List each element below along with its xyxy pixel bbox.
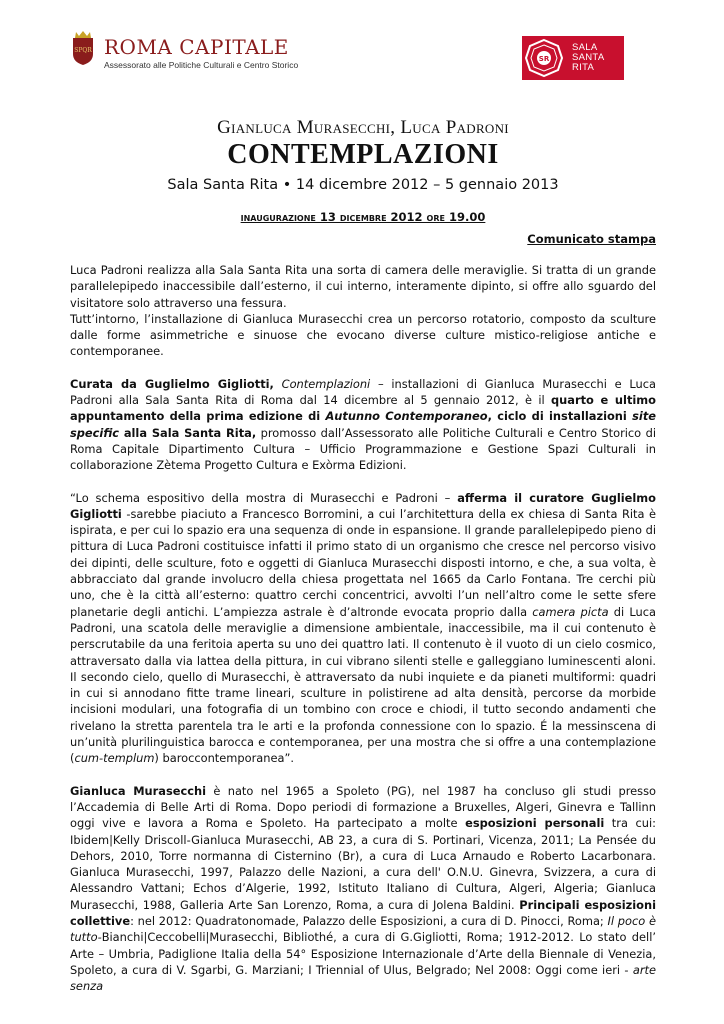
assessorato-subtitle: Assessorato alle Politiche Culturali e Centro Storico: [104, 60, 299, 70]
title-italic: Contemplazioni: [281, 376, 371, 391]
paragraph-3: [70, 376, 656, 474]
paragraph-1: Luca Padroni realizza alla Sala Santa Rita una sorta di camera delle meraviglie. Si tratta di un grande parallelepipedo inaccessibile dall’esterno, il cui interno, interamente dipinto, si offre allo sguardo del visitatore solo attraverso una fessura.: [70, 263, 656, 310]
venue: Sala Santa Rita: [167, 177, 279, 193]
p5-text-b: tra cui: Ibidem|Kelly Driscoll-Gianluca Murasecchi, AB 23, a cura di S. Portinari, Vicenza, 2011; La Pensée du Dehors, 2010, Torre normanna di Cisternino (Br), a cura di Luca Arnaudo e Roberto Lacarbonara. Gianluca Murasecchi, 1997, Palazzo delle Nazioni, a cura dell' O.N.U. Ginevra, Svizzera, a cura di Alessandro Vattani; Echos d’Algerie, 1992, Istituto Italiano di Cultura, Algeri, Algeria; Gianluca Murasecchi, 1988, Galleria Arte San Lorenzo, Roma, a cura di Jolena Baldini.: [70, 816, 656, 912]
p4-start: “Lo schema espositivo della mostra di Murasecchi e Padroni –: [70, 490, 458, 505]
p3-end: promosso dall’Assessorato alle Politiche Culturali e Centro Storico di Roma Capitale Dipartimento Cultura – Ufficio Programmazione e Gestione Spazi Culturali in collaborazione Zètema Progetto Cultura e Exòrma Edizioni.: [70, 425, 656, 473]
letterhead: [70, 30, 604, 90]
p5-text-c: : nel 2012: Quadratonomade, Palazzo delle Esposizioni, a cura di D. Pinocci, Roma;: [130, 913, 608, 928]
authors: Gianluca Murasecchi, Luca Padroni: [217, 117, 509, 138]
curator-credit: Curata da Guglielmo Gigliotti,: [70, 376, 274, 391]
paragraph-2: Tutt’intorno, l’installazione di Gianluca Murasecchi crea un percorso rotatorio, composto da sculture dalle forme asimmetriche e sinuose che evocano diverse culture mistico-religiose antiche e contemporanee.: [70, 311, 656, 359]
solo-exhibitions-label: esposizioni personali: [465, 816, 605, 831]
title-block: [70, 116, 656, 224]
arte-senza: arte senza: [70, 962, 656, 994]
paragraph-4: [70, 490, 656, 767]
p3-bold: quarto e ultimo appuntamento della prima edizione di: [70, 393, 656, 424]
p5-text-d: Bianchi|Ceccobelli|Murasecchi, Bibliothé, a cura di G.Gigliotti, Roma; 1912-2012. Lo stato dell’ Arte – Umbria, Padiglione Italia della 54° Esposizione Internazionale d’Arte della Biennale di Venezia, Spoleto, a cura di V. Sgarbi, G. Marziani; I Triennial of Ulus, Belgrado; Nel 2008: Oggi come ieri -: [70, 930, 656, 977]
bullet-separator: •: [282, 177, 296, 193]
venue-line: [70, 174, 656, 196]
roma-capitale-logo: [70, 30, 298, 70]
p3-text: – installazioni di Gianluca Murasecchi e Luca Padroni alla Sala Santa Rita di Roma dal 14 dicembre al 5 gennaio 2012, è il: [70, 376, 656, 408]
santa-logo-line1: SALA: [572, 42, 598, 53]
santa-logo-line2: SANTA: [572, 52, 605, 63]
svg-text:SPQR: SPQR: [74, 47, 92, 54]
press-release-body: [70, 262, 656, 994]
group-exhibitions-label: Principali esposizioni collettive: [70, 897, 656, 928]
comunicato-stampa-label: Comunicato stampa: [527, 232, 656, 246]
exhibition-title: CONTEMPLAZIONI: [227, 139, 499, 170]
p4-end: ) baroccontemporanea”.: [154, 751, 294, 766]
santa-logo-line3: RITA: [572, 62, 595, 73]
cum-templum: cum-templum: [74, 751, 155, 766]
p3-bold-3: alla Sala Santa Rita,: [119, 425, 257, 440]
sala-santa-rita-logo: [522, 36, 624, 80]
dates: 14 dicembre 2012 – 5 gennaio 2013: [295, 177, 559, 193]
roma-capitale-name: ROMA CAPITALE: [104, 35, 289, 59]
autunno-contemporaneo: Autunno Contemporaneo: [325, 409, 488, 424]
roma-shield-icon: [70, 30, 96, 66]
svg-text:SR: SR: [538, 55, 550, 63]
inauguration: inaugurazione 13 dicembre 2012 ore 19.00: [240, 210, 486, 224]
camera-picta: camera picta: [532, 604, 609, 619]
site-specific: site specific: [70, 409, 656, 440]
p4-text-b: di Luca Padroni, una scatola delle meraviglie a dimensione ambientale, inaccessibile, ma il cui contenuto è perscrutabile da una feritoia aperta su uno dei quattro lati. Il contenuto è il vuoto di un cielo cosmico, attraversato dalla via lattea della pittura, in cui vibrano silenti stelle e galleggiano luminescenti aloni. Il secondo cielo, quello di Murasecchi, è attraversato da nubi inquiete e da pianeti multiformi: quadri in cui si annodano fitte trame lineari, sculture in polistirene ad alta densità, percorse da morbide incisioni modulari, una fotografia di un tombino con croce e chiodi, il tutto secondo andamenti che rivelano la stretta parentela tra le arti e la profonda connessione con lo spazio. É la messinscena di un’unità plurilinguistica barocca e contemporanea, per una mostra che si offre a una contemplazione (: [70, 604, 657, 766]
paragraph-5: [70, 783, 656, 995]
santa-rita-emblem-icon: [522, 36, 566, 80]
il-poco-e-tutto: Il poco è tutto-: [70, 913, 656, 945]
p4-text-a: -sarebbe piaciuto a Francesco Borromini, a cui l’architettura della ex chiesa di Santa Rita è ispirata, e per cui lo spazio era una sequenza di onde in espansione. Il grande parallelepipedo pieno di pittura di Luca Padroni costituisce infatti il primo stato di un organismo che cresce nel percorso visivo dei dipinti, delle sculture, foto e oggetti di Gianluca Murasecchi disposti intorno, e che, a sua volta, è abbracciato dal grande involucro della chiesa progettata nel 1665 da Carlo Fontana. Tre cerchi più uno, che è la città all’esterno: quattro cerchi concentrici, avvolti l’un nell’altro come le sette sfere planetarie degli antichi. L’ampiezza astrale è d’altronde evocata proprio dalla: [70, 506, 656, 619]
p5-text-a: è nato nel 1965 a Spoleto (PG), nel 1987 ha concluso gli studi presso l’Accademia di Belle Arti di Roma. Dopo periodi di formazione a Bruxelles, Algeri, Ginevra e Tallinn oggi vive e lavora a Roma e Spoleto. Ha partecipato a molte: [70, 783, 656, 831]
p3-bold-2: , ciclo di installazioni: [487, 409, 633, 424]
artist-name: Gianluca Murasecchi: [70, 783, 206, 798]
curator-quote-attribution: afferma il curatore Guglielmo Gigliotti: [70, 490, 656, 521]
